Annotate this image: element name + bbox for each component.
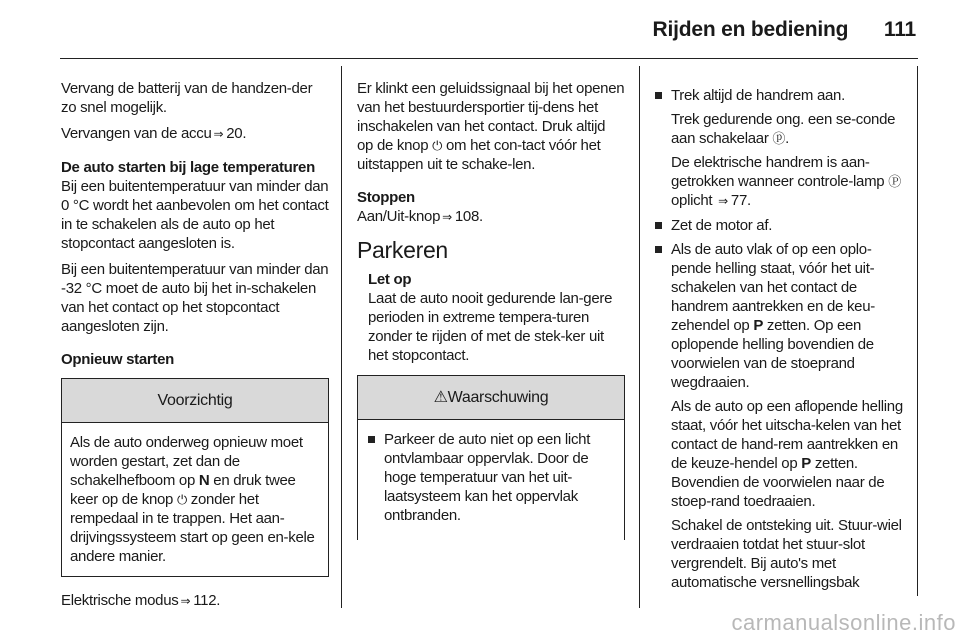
stop-heading: Stoppen bbox=[357, 189, 415, 206]
warning-title: Waarschuwing bbox=[447, 389, 549, 406]
watermark: carmanualsonline.info bbox=[731, 610, 956, 635]
battery-text: Vervang de batterij van de handzen-der zo snel mogelijk. bbox=[61, 80, 313, 116]
list-subitem: Als de auto op een aflopende helling staat, vóór het uitscha-kelen van het contact de hand-rem aantrekken en de keuze-hendel op P zetten. Bovendien de voorwielen naar de stoep-rand toedraaien. bbox=[671, 398, 903, 510]
column-divider-3 bbox=[917, 66, 918, 596]
cold-start-text-2: Bij een buitentemperatuur van minder dan -32 °C moet de auto bij het in-schakelen van het contact op het stopcontact aangesloten zijn. bbox=[61, 261, 329, 335]
lamp-page-link[interactable]: 77. bbox=[730, 192, 751, 209]
list-subitem: Schakel de ontsteking uit. Stuur-wiel verdraaien totdat het stuur-slot vergrendelt. Bij auto's met automatische versnellingsbak bbox=[671, 517, 902, 591]
page-reference-arrow-icon bbox=[178, 592, 193, 609]
column-1 bbox=[61, 79, 329, 618]
list-subitem: Trek gedurende ong. een se-conde aan schakelaar ⓟ. bbox=[671, 111, 896, 147]
note-title: Let op bbox=[368, 271, 412, 288]
warning-header bbox=[358, 376, 624, 420]
cold-start-heading: De auto starten bij lage temperaturen bbox=[61, 159, 315, 176]
page-number: 111 bbox=[883, 18, 916, 41]
page-reference-arrow-icon bbox=[716, 192, 731, 209]
caution-text: Als de auto onderweg opnieuw moet worden gestart, zet dan de schakelhefboom op N en druk twee keer op de knop ⏻ zonder het rempedaal in te trappen. Het aan-drijvingssysteem start op geen en-kele andere manier. bbox=[70, 434, 315, 565]
page-header bbox=[653, 18, 916, 42]
warning-triangle-icon: ⚠ bbox=[433, 389, 448, 406]
list-subitem: De elektrische handrem is aan-getrokken wanneer controle-lamp Ⓟ oplicht ⇒ 77. bbox=[653, 153, 909, 211]
cold-start-text-1: Bij een buitentemperatuur van minder dan 0 °C wordt het aanbevolen om het contact in te schakelen als de auto op het stopcontact aangesloten is. bbox=[61, 178, 329, 252]
electric-mode-page-link[interactable]: 112. bbox=[193, 592, 221, 609]
column-divider-1 bbox=[341, 66, 342, 608]
restart-heading: Opnieuw starten bbox=[61, 351, 175, 368]
page-reference-arrow-icon bbox=[440, 208, 455, 225]
header-rule bbox=[60, 58, 918, 59]
accu-reference: Vervangen van de accu⇒ 20. bbox=[61, 124, 329, 144]
parking-brake-lamp-icon: Ⓟ bbox=[888, 174, 901, 189]
accu-page-link[interactable]: 20. bbox=[226, 125, 247, 142]
warning-box bbox=[357, 375, 625, 540]
door-signal-text: Er klinkt een geluidssignaal bij het openen van het bestuurdersportier tij-dens het inschakelen van het contact. Druk altijd op de knop ⏻ om het con-tact vóór het uitstappen uit te schake-len. bbox=[357, 80, 625, 173]
stop-page-link[interactable]: 108. bbox=[454, 208, 483, 225]
page-title: Rijden en bediening bbox=[652, 18, 849, 41]
list-item: Trek altijd de handrem aan. bbox=[653, 86, 909, 105]
power-icon: ⏻ bbox=[432, 138, 443, 153]
electric-mode-reference: Elektrische modus⇒ 112. bbox=[61, 591, 329, 611]
column-3 bbox=[653, 86, 909, 597]
note-block bbox=[357, 270, 625, 365]
caution-box bbox=[61, 378, 329, 577]
note-text: Laat de auto nooit gedurende lan-gere perioden in extreme tempera-turen zonder te rijden of met de stek-ker uit het stopcontact. bbox=[368, 290, 613, 364]
stop-reference: Aan/Uit-knop⇒ 108. bbox=[357, 207, 625, 227]
section-title-parking: Parkeren bbox=[357, 237, 448, 263]
column-2 bbox=[357, 79, 625, 540]
parking-brake-switch-icon: ⓟ bbox=[772, 131, 786, 146]
power-icon: ⏻ bbox=[176, 492, 187, 507]
caution-title: Voorzichtig bbox=[62, 379, 328, 423]
warning-text: Parkeer de auto niet op een licht ontvlambaar oppervlak. Door de hoge temperatuur van het uit-laatsysteem kan het oppervlak ontbranden. bbox=[366, 430, 616, 525]
page-reference-arrow-icon bbox=[211, 125, 226, 142]
list-item: Zet de motor af. bbox=[653, 216, 909, 235]
list-item: Als de auto vlak of op een oplo-pende helling staat, vóór het uit-schakelen van het contact de handrem aantrekken en de keu-zehendel op P zetten. Op een oplopende helling bovendien de voorwielen van de stoeprand wegdraaien. bbox=[653, 240, 909, 392]
column-divider-2 bbox=[639, 66, 640, 608]
